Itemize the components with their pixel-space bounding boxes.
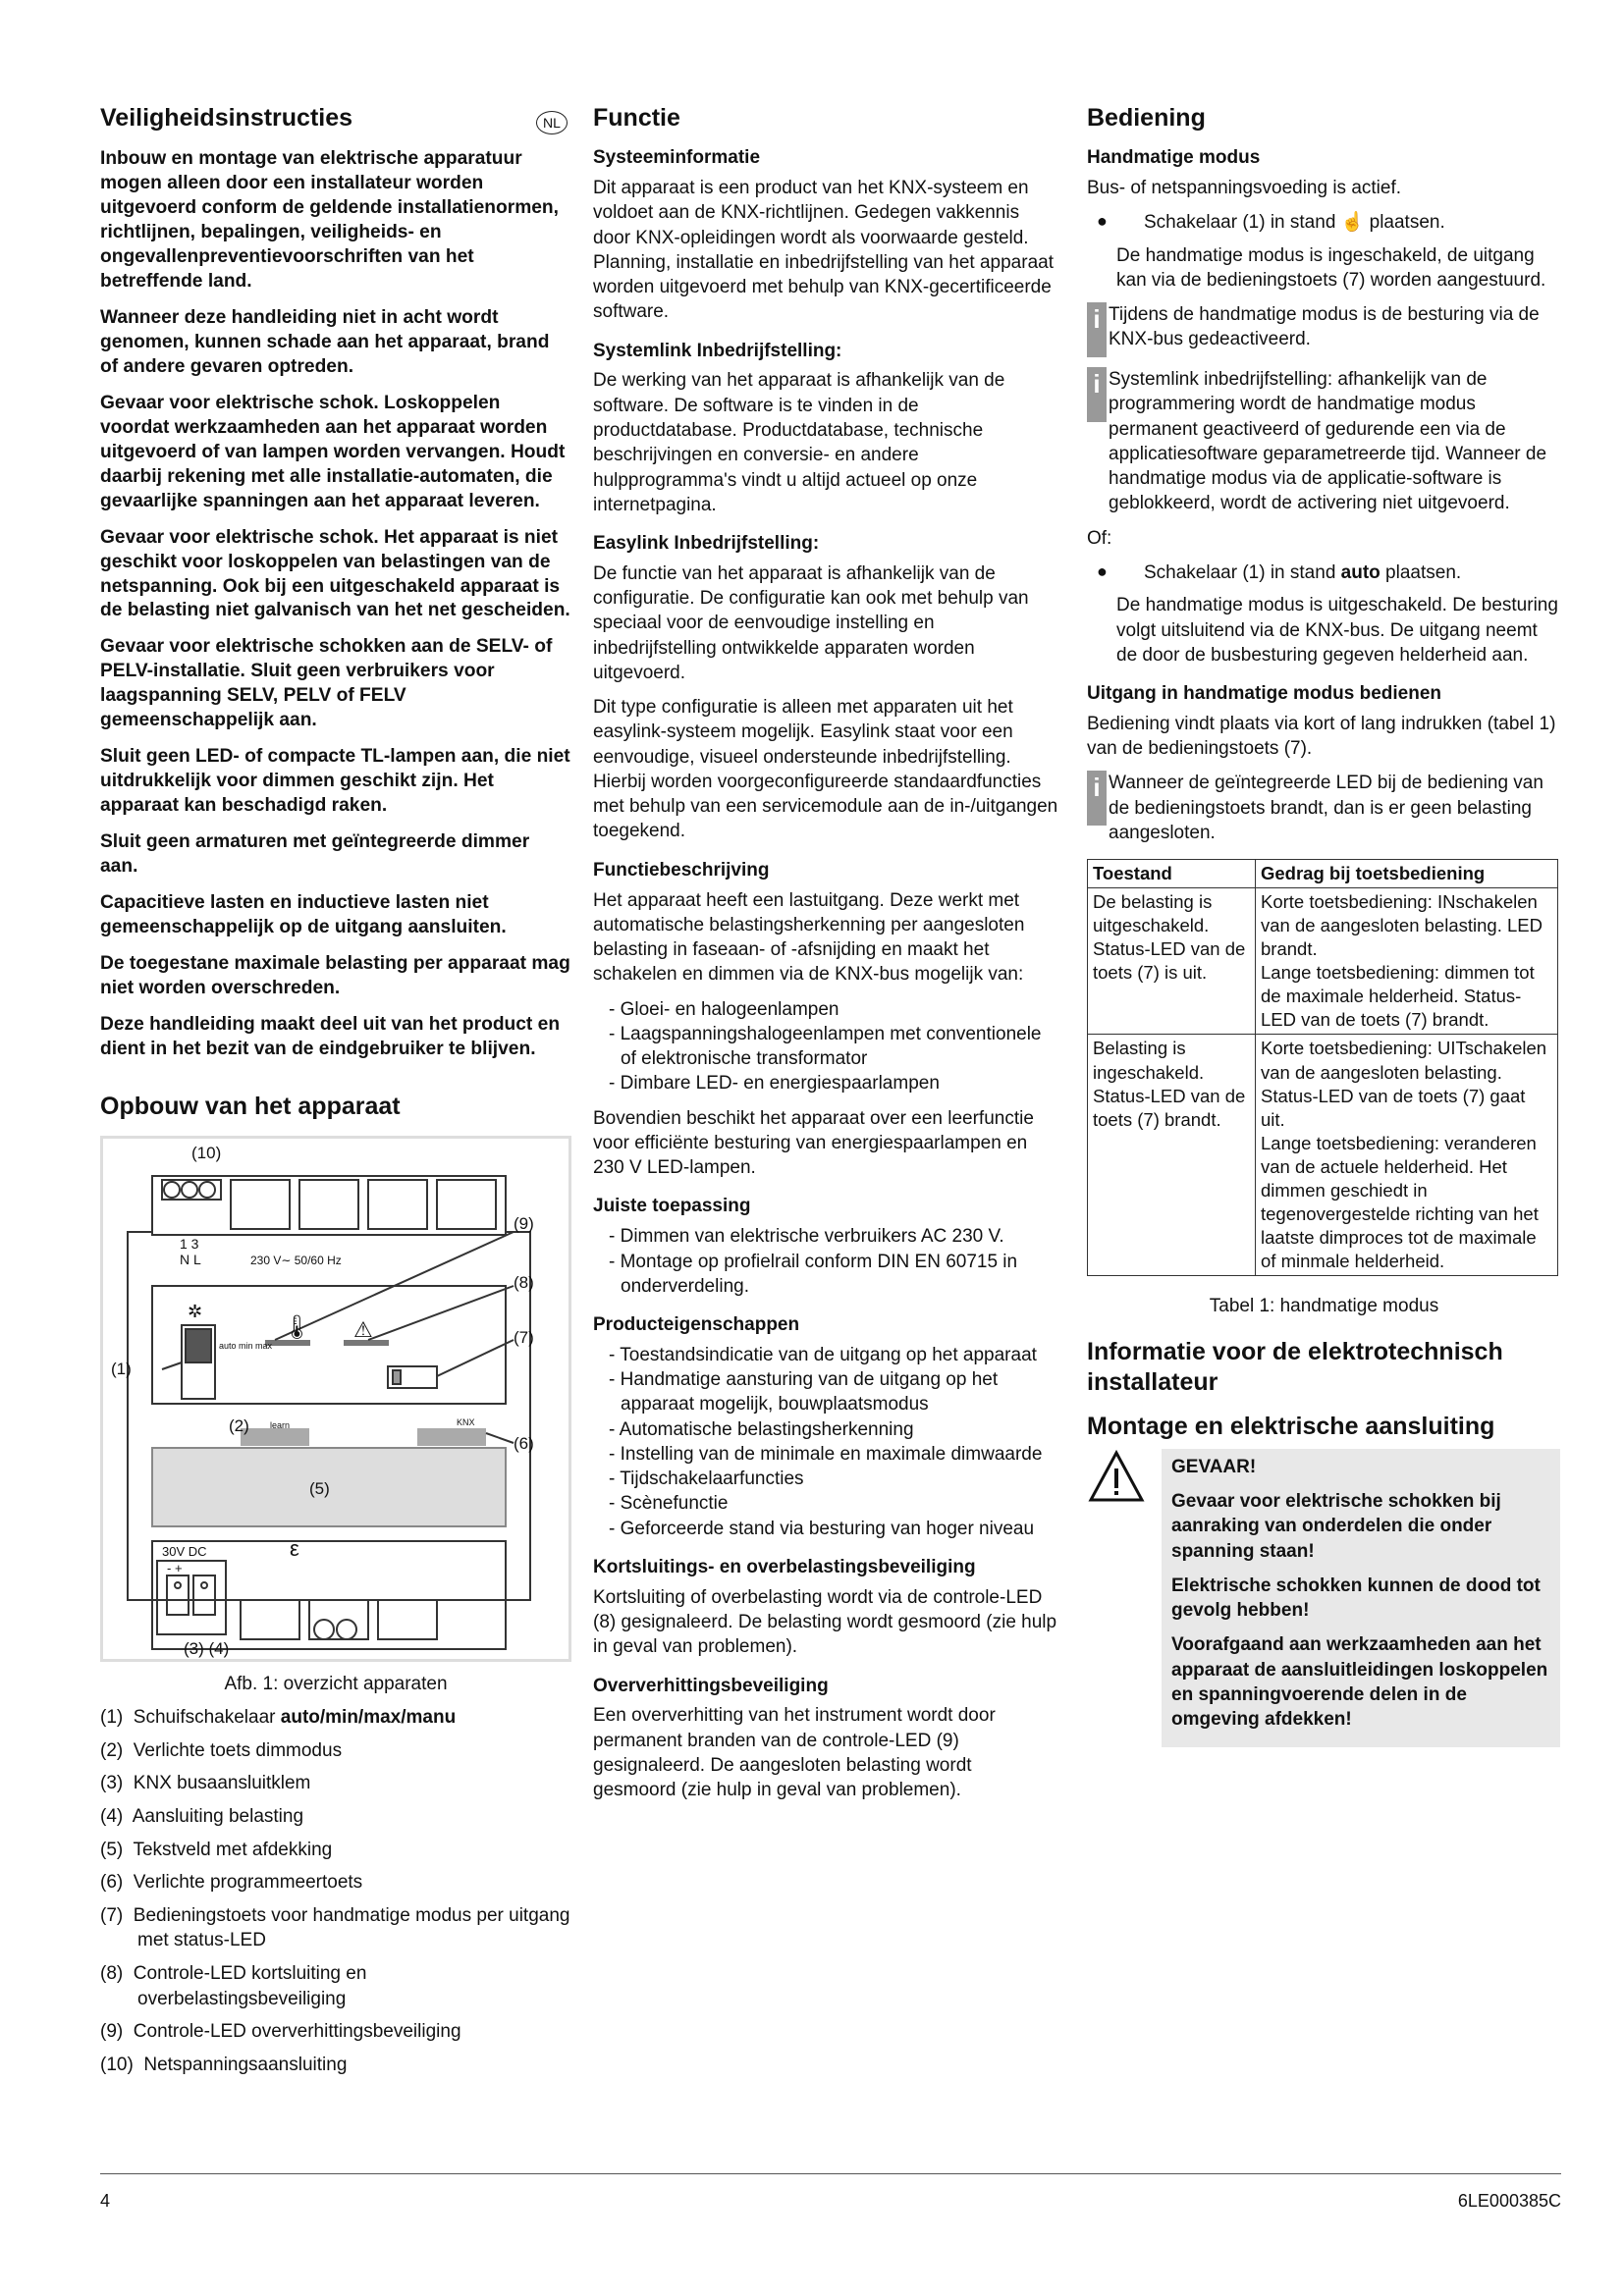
fig-voltage: 230 V∼ 50/60 Hz: [250, 1253, 342, 1267]
fig-label: (3) (4): [184, 1638, 230, 1658]
list-item: - Dimbare LED- en energiespaarlampen: [609, 1071, 1058, 1095]
hand-icon: ☝: [1340, 212, 1365, 234]
section-heading: Uitgang in handmatige modus bedienen: [1087, 683, 1442, 705]
operation-title: Bediening: [1087, 104, 1206, 132]
legend-item: (10) Netspanningsaansluiting: [100, 2055, 348, 2075]
paragraph: Bovendien beschikt het apparaat over een leerfunctie voor efficiënte besturing van energiespaarlampen en 230 V LED-lampen.: [593, 1107, 1034, 1179]
info-note: i Tijdens de handmatige modus is de besturing via de KNX-bus gedeactiveerd.: [1087, 302, 1561, 357]
legend-item: (3) KNX busaansluitklem: [100, 1773, 311, 1794]
section-heading: Systemlink Inbedrijfstelling:: [593, 340, 842, 361]
safety-list: [100, 147, 571, 1061]
danger-box: [1087, 1449, 1561, 1748]
fig-label: (10): [191, 1143, 222, 1162]
table-header: Toestand: [1088, 860, 1256, 888]
safety-item: De toegestane maximale belasting per apparaat mag niet worden overschreden.: [100, 952, 570, 998]
section-heading: Juiste toepassing: [593, 1196, 751, 1217]
section-heading: Oververhittingsbeveiliging: [593, 1675, 829, 1696]
safety-item: Sluit geen armaturen met geïntegreerde dimmer aan.: [100, 831, 530, 878]
safety-item: Gevaar voor elektrische schokken aan de SELV- of PELV-installatie. Sluit geen verbruikers voor laagspanning SELV, PELV of FELV gemeenschappelijk aan.: [100, 636, 553, 731]
fig-learn: learn: [270, 1419, 291, 1430]
function-title: Functie: [593, 104, 680, 132]
page-number: 4: [100, 2191, 111, 2211]
fig-switch-text: auto min max: [219, 1340, 273, 1351]
column-right: [1087, 103, 1561, 1747]
info-note: i Wanneer de geïntegreerde LED bij de bediening van de bedieningstoets brandt, dan is er geen belasting aangesloten.: [1087, 771, 1561, 845]
section-heading: Systeeminformatie: [593, 147, 761, 169]
section-heading: Kortsluitings- en overbelastingsbeveiliging: [593, 1556, 976, 1577]
paragraph: De handmatige modus is uitgeschakeld. De besturing volgt uitsluitend via de KNX-bus. De uitgang neemt de door de busbesturing gegeven helderheid aan.: [1116, 595, 1558, 666]
paragraph: Bus- of netspanningsvoeding is actief.: [1087, 178, 1402, 199]
legend-item: (9) Controle-LED oververhittingsbeveiliging: [100, 2021, 461, 2043]
list-item: - Automatische belastingsherkenning: [609, 1417, 1058, 1442]
section-heading: Easylink Inbedrijfstelling:: [593, 533, 820, 555]
legend-item: (4) Aansluiting belasting: [100, 1805, 304, 1827]
legend-item: (1) Schuifschakelaar auto/min/max/manu: [100, 1706, 457, 1728]
fig-dc: 30V DC: [162, 1543, 207, 1559]
bullet-icon: ●: [1097, 561, 1108, 581]
fig-polarity: - +: [167, 1560, 183, 1575]
column-left: [100, 103, 571, 2086]
fig-terminal-names: N L: [180, 1251, 201, 1267]
manual-mode-table: [1087, 859, 1558, 1276]
safety-item: Deze handleiding maakt deel uit van het product en dient in het bezit van de eindgebruiker te blijven.: [100, 1013, 561, 1059]
safety-item: Gevaar voor elektrische schok. Het apparaat is niet geschikt voor loskoppelen van belastingen van de netspanning. Ook bij een uitgeschakeld apparaat is de belasting niet galvanisch van het net gescheiden.: [100, 526, 570, 621]
device-diagram: [103, 1139, 568, 1659]
legend-item: (6) Verlichte programmeertoets: [100, 1872, 363, 1894]
legend-item: (5) Tekstveld met afdekking: [100, 1839, 333, 1860]
fig-label: (6): [514, 1433, 534, 1453]
list-item: - Gloei- en halogeenlampen: [609, 997, 1058, 1022]
section-heading: Producteigenschappen: [593, 1314, 800, 1336]
paragraph: De werking van het apparaat is afhankelijk van de software. De software is te vinden in de productdatabase. Productdatabase, technische beschrijvingen en conversie- en andere hulpprogramma's vindt u altijd actueel op onze internetpagina.: [593, 370, 1005, 515]
list-item: - Instelling van de minimale en maximale dimwaarde: [609, 1442, 1058, 1467]
list-item: - Toestandsindicatie van de uitgang op het apparaat: [609, 1343, 1058, 1367]
table-row: De belasting is uitgeschakeld. Status-LED van de toets (7) is uit. Korte toetsbediening: INschakelen van de aangesloten belasting. LED brandt. Lange toetsbediening: dimmen tot de maximale helderheid. Status-LED van de toets (7) brandt.: [1088, 888, 1558, 1035]
footer-divider: [100, 2173, 1561, 2174]
epsilon-icon: ε: [290, 1535, 299, 1561]
bullet-item: ● Schakelaar (1) in stand ☝ plaatsen.: [1097, 210, 1561, 235]
document-code: 6LE000385C: [1457, 2191, 1561, 2211]
figure-legend: [100, 1705, 571, 2078]
fig-label: (8): [514, 1272, 534, 1292]
legend-item: (8) Controle-LED kortsluiting en overbelastingsbeveiliging: [100, 1963, 367, 2009]
list-item: - Dimmen van elektrische verbruikers AC 230 V.: [609, 1224, 1058, 1249]
fig-label: (1): [111, 1359, 132, 1378]
fig-label: (9): [514, 1213, 534, 1233]
installer-heading: Informatie voor de elektrotechnisch installateur: [1087, 1337, 1503, 1397]
fig-knx: KNX: [457, 1416, 475, 1427]
device-figure: [100, 1136, 571, 1662]
danger-content: [1162, 1449, 1560, 1748]
usage-list: [593, 1224, 1058, 1299]
paragraph: Kortsluiting of overbelasting wordt via de controle-LED (8) gesignaleerd. De belasting wordt gesmoord (zie hulp in geval van problemen).: [593, 1586, 1057, 1658]
paragraph: Dit apparaat is een product van het KNX-systeem en voldoet aan de KNX-richtlijnen. Gedegen vakkennis door KNX-opleidingen wordt als voorwaarde gesteld. Planning, installatie en inbedrijfstelling van het apparaat worden uitgevoerd met behulp van KNX-gecertificeerde software.: [593, 178, 1054, 323]
bullet-item: ● Schakelaar (1) in stand auto plaatsen.: [1097, 561, 1561, 585]
safety-title: Veiligheidsinstructies: [100, 104, 353, 132]
paragraph: Het apparaat heeft een lastuitgang. Deze werkt met automatische belastingsherkenning per aangesloten belasting in faseaan- of -afsnijding en maakt het schakelen en dimmen via de KNX-bus mogelijk van:: [593, 889, 1025, 986]
danger-text: Gevaar voor elektrische schokken bij aanraking van onderdelen die onder spanning staan!: [1171, 1490, 1501, 1562]
paragraph: Een oververhitting van het instrument wordt door permanent branden van de controle-LED (9) gesignaleerd. De aangesloten belasting wordt gesmoord (zie hulp in geval van problemen).: [593, 1705, 996, 1801]
table-row: Belasting is ingeschakeld. Status-LED van de toets (7) brandt. Korte toetsbediening: UITschakelen van de aangesloten belasting. Status-LED van de toets (7) gaat uit. Lange toetsbediening: veranderen van de actuele helderheid. Het dimmen geschiedt in tegenovergestelde richting van het laatste dimproces tot de maximale of minmale helderheid.: [1088, 1035, 1558, 1275]
fig-label: (5): [309, 1478, 330, 1498]
safety-item: Capacitieve lasten en inductieve lasten niet gemeenschappelijk op de uitgang aansluiten.: [100, 891, 507, 937]
safety-item: Sluit geen LED- of compacte TL-lampen aan, die niet uitdrukkelijk voor dimmen geschikt zijn. Het apparaat kan beschadigd raken.: [100, 746, 570, 817]
table-caption: Tabel 1: handmatige modus: [1209, 1295, 1439, 1316]
paragraph: De functie van het apparaat is afhankelijk van de configuratie. De configuratie kan ook met behulp van speciaal voor de eenvoudige instelling en inbedrijfstelling ontwikkelde apparaten worden uitgevoerd.: [593, 562, 1029, 683]
section-heading: Functiebeschrijving: [593, 859, 770, 881]
properties-list: [593, 1343, 1058, 1541]
paragraph: De handmatige modus is ingeschakeld, de uitgang kan via de bedieningstoets (7) worden aangestuurd.: [1116, 244, 1546, 291]
list-item: - Geforceerde stand via besturing van hoger niveau: [609, 1517, 1058, 1541]
safety-item: Inbouw en montage van elektrische apparatuur mogen alleen door een installateur worden uitgevoerd conform de geldende installatienormen, richtlijnen, bepalingen, veiligheids- en ongevallenpreventievoorschriften van het betreffende land.: [100, 148, 559, 293]
safety-item: Gevaar voor elektrische schok. Loskoppelen voordat werkzaamheden aan het apparaat worden uitgevoerd of van lampen worden vervangen. Houdt daarbij rekening met alle installatie-automaten, die gevaarlijke spanningen aan het apparaat leveren.: [100, 392, 566, 511]
list-item: - Scènefunctie: [609, 1491, 1058, 1516]
info-note: i Systemlink inbedrijfstelling: afhankelijk van de programmering wordt de handmatige modus permanent geactiveerd of gedurende een via de applicatiesoftware geparametreerde tijd. Wanneer de handmatige modus via de applicatie-software is geblokkeerd, wordt de activering niet uitgevoerd.: [1087, 367, 1561, 516]
bullet-icon: ●: [1097, 211, 1108, 232]
list-item: - Laagspanningshalogeenlampen met conventionele of elektronische transformator: [609, 1022, 1058, 1072]
warning-icon: ⚠: [353, 1316, 373, 1342]
safety-item: Wanneer deze handleiding niet in acht wordt genomen, kunnen schade aan het apparaat, brand of andere gevaren optreden.: [100, 306, 550, 377]
light-icon: ✲: [188, 1301, 203, 1321]
thermometer-icon: 🌡: [282, 1313, 312, 1341]
language-badge: NL: [536, 111, 568, 134]
danger-text: Elektrische schokken kunnen de dood tot gevolg hebben!: [1171, 1575, 1541, 1622]
legend-item: (7) Bedieningstoets voor handmatige modus per uitgang met status-LED: [100, 1904, 570, 1951]
fig-terminal-numbers: 1 3: [180, 1235, 199, 1252]
warning-triangle-icon: [1087, 1449, 1162, 1748]
legend-item: (2) Verlichte toets dimmodus: [100, 1739, 343, 1761]
info-icon: i: [1087, 302, 1107, 357]
paragraph: Bediening vindt plaats via kort of lang indrukken (tabel 1) van de bedieningstoets (7).: [1087, 713, 1556, 760]
paragraph: Of:: [1087, 527, 1112, 549]
info-icon: i: [1087, 367, 1107, 422]
danger-text: Voorafgaand aan werkzaamheden aan het apparaat de aansluitleidingen loskoppelen en spanningvoerende delen in de omgeving afdekken!: [1171, 1634, 1548, 1731]
list-item: - Handmatige aansturing van de uitgang op het apparaat mogelijk, bouwplaatsmodus: [609, 1367, 1058, 1417]
list-item: - Montage op profielrail conform DIN EN 60715 in onderverdeling.: [609, 1250, 1058, 1300]
structure-title: Opbouw van het apparaat: [100, 1092, 401, 1120]
section-heading: Handmatige modus: [1087, 147, 1261, 169]
paragraph: Dit type configuratie is alleen met apparaten uit het easylink-systeem mogelijk. Easylink staat voor een eenvoudige, visueel ondersteunde inbedrijfstelling. Hierbij worden voorgeconfigureerde standaardfuncties met behulp van een servicemodule aan de in-/uitgangen toegekend.: [593, 697, 1058, 842]
fig-label: (2): [229, 1415, 249, 1435]
mounting-heading: Montage en elektrische aansluiting: [1087, 1413, 1495, 1441]
list-item: - Tijdschakelaarfuncties: [609, 1467, 1058, 1491]
figure-caption: Afb. 1: overzicht apparaten: [224, 1673, 448, 1694]
column-middle: [593, 103, 1058, 1812]
lamp-list: [593, 997, 1058, 1096]
fig-label: (7): [514, 1327, 534, 1347]
info-icon: i: [1087, 771, 1107, 826]
table-header: Gedrag bij toetsbediening: [1256, 860, 1558, 888]
danger-title: GEVAAR!: [1171, 1456, 1257, 1477]
